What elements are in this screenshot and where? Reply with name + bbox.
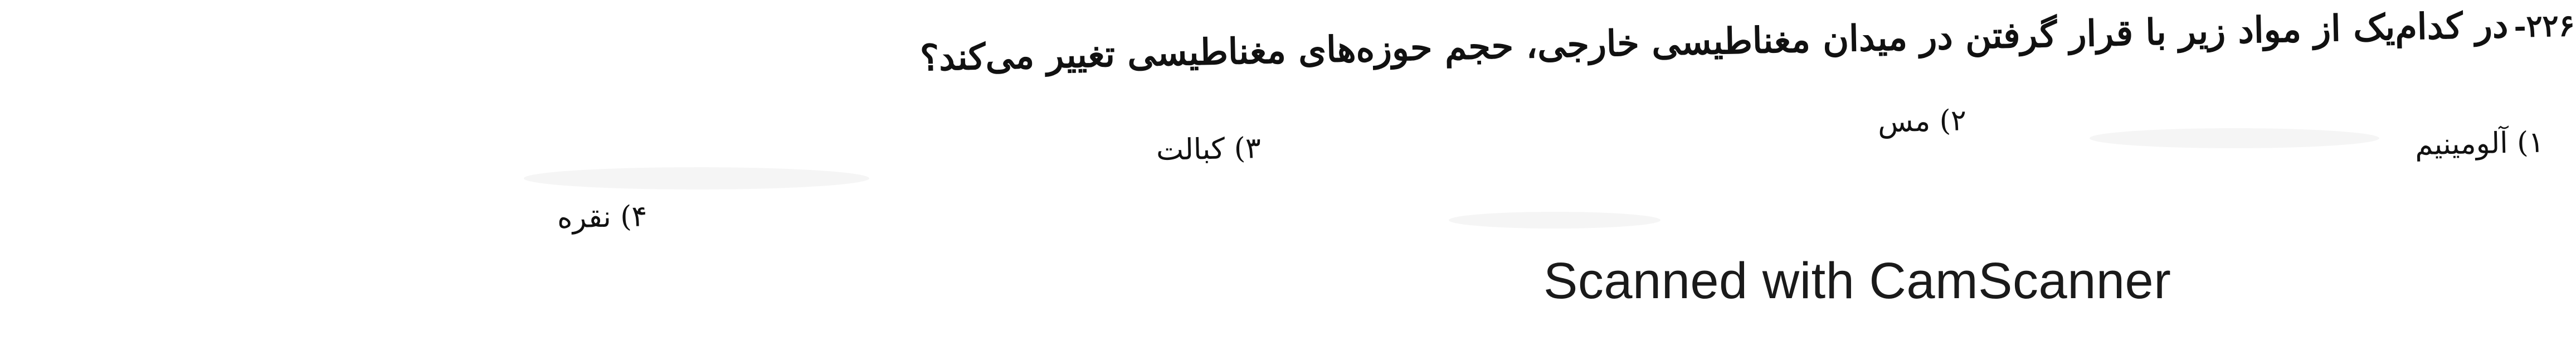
scan-smudge [524,167,869,189]
question-text: در کدام‌یک از مواد زیر با قرار گرفتن در میدان مغناطیسی خارجی، حجم حوزه‌های مغناطیسی تغییر می‌کند؟ [919,4,2509,80]
camscanner-watermark: Scanned with CamScanner [1543,252,2171,309]
scan-smudge [1449,212,1660,229]
option-1: ۱) آلومینیم [2414,125,2544,162]
option-3: ۳) کبالت [1156,132,1262,167]
option-2: ۲) مس [1877,104,1967,139]
question-line [669,4,2575,84]
question-number: ۲۲۶- [2513,7,2575,45]
scan-smudge [2090,128,2379,148]
option-4: ۴) نقره [557,200,648,235]
